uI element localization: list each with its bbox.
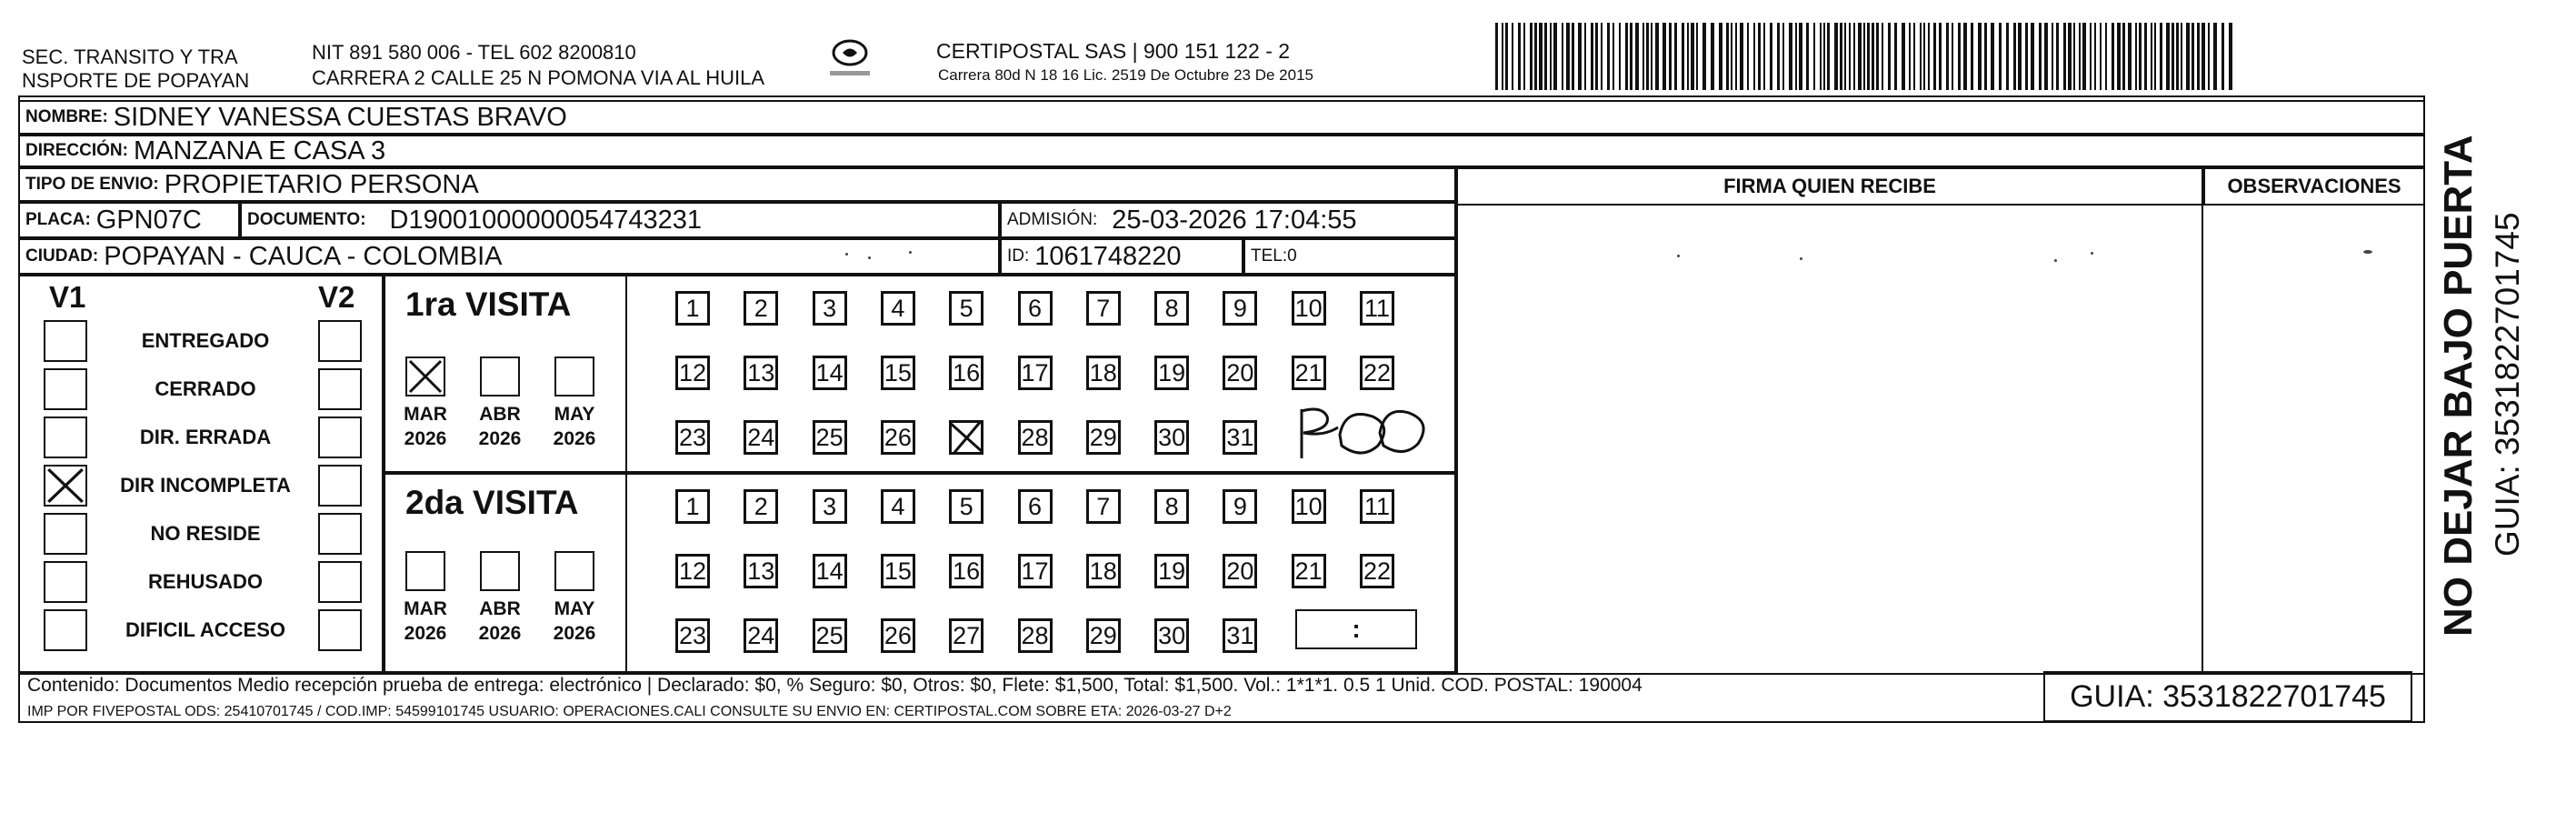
visit1-title: 1ra VISITA <box>405 286 572 323</box>
month-year: 2026 <box>553 623 596 644</box>
month-year: 2026 <box>404 428 447 449</box>
placa-label: PLACA: <box>25 210 91 229</box>
sender-address: CARRERA 2 CALLE 25 N POMONA VIA AL HUILA <box>312 66 765 89</box>
handwritten-scribble <box>1282 400 1436 464</box>
visit1-day-box[interactable]: 7 <box>1086 291 1121 326</box>
month-name: ABR <box>479 404 521 425</box>
side-guia-number: GUIA: 3531822701745 <box>2489 212 2526 557</box>
sender-name <box>22 45 249 93</box>
nombre-label: NOMBRE: <box>25 107 108 126</box>
visit1-day-box[interactable]: 25 <box>813 420 847 455</box>
visit1-day-box[interactable]: 24 <box>744 420 778 455</box>
visit1-month-checkbox[interactable] <box>480 356 520 396</box>
v2-label: V2 <box>318 280 355 314</box>
visit2-day-box[interactable]: 23 <box>675 618 710 653</box>
visit1-day-box[interactable]: 9 <box>1223 291 1257 326</box>
visit2-day-box[interactable]: 3 <box>813 489 847 524</box>
visit2-day-box[interactable]: 25 <box>813 618 847 653</box>
ciudad-cell <box>18 238 1000 275</box>
visit1-day-box[interactable]: 1 <box>675 291 710 326</box>
visit2-day-box[interactable]: 28 <box>1018 618 1053 653</box>
visit2-day-box[interactable]: 12 <box>675 554 710 588</box>
reason-label: DIR INCOMPLETA <box>120 474 291 497</box>
visit1-day-box[interactable]: 10 <box>1292 291 1326 326</box>
visit2-day-box[interactable]: 18 <box>1086 554 1121 588</box>
visit2-month-checkbox[interactable] <box>480 551 520 591</box>
month-year: 2026 <box>404 623 447 644</box>
month-name: MAR <box>404 404 447 425</box>
visit2-day-box[interactable]: 7 <box>1086 489 1121 524</box>
observaciones-header: OBSERVACIONES <box>2203 167 2425 206</box>
v1-reason-checkbox[interactable] <box>44 320 87 362</box>
observaciones-area[interactable] <box>2203 206 2425 673</box>
month-name: MAY <box>554 404 595 425</box>
month-year: 2026 <box>553 428 596 449</box>
reason-label: CERRADO <box>155 377 256 400</box>
visit1-day-box-checked[interactable] <box>949 420 983 455</box>
no-dejar-bajo-puerta-warning: NO DEJAR BAJO PUERTA <box>2436 135 2481 637</box>
visit1-month-label <box>394 402 457 451</box>
visit1-day-box[interactable]: 14 <box>813 356 847 390</box>
documento-cell <box>240 202 1000 238</box>
visit2-day-box[interactable]: 29 <box>1086 618 1121 653</box>
visit2-month-label <box>468 597 532 646</box>
visit2-day-box[interactable]: 20 <box>1223 554 1257 588</box>
sender-name-line1: SEC. TRANSITO Y TRA <box>22 45 238 68</box>
scan-speck <box>2363 250 2372 254</box>
scan-speck <box>2091 252 2093 255</box>
footer-line2: IMP POR FIVEPOSTAL ODS: 25410701745 / COD.IMP: 54599101745 USUARIO: OPERACIONES.CALI CONSULTE SU ENVIO EN: CERTIPOSTAL.COM SOBRE ETA: 2026-03-27 D+2 <box>27 704 1232 719</box>
v2-reason-checkbox[interactable] <box>318 465 362 507</box>
v1-label: V1 <box>49 280 86 314</box>
ciudad-label: CIUDAD: <box>25 246 99 266</box>
visit1-day-box[interactable]: 29 <box>1086 420 1121 455</box>
v1-reason-checkbox[interactable] <box>44 609 87 651</box>
visit1-day-box[interactable]: 11 <box>1360 291 1394 326</box>
id-cell <box>1000 238 1243 275</box>
placa-value: GPN07C <box>95 205 202 235</box>
reason-label: ENTREGADO <box>141 329 270 352</box>
visit2-title: 2da VISITA <box>405 484 579 521</box>
visit1-month-checkbox-checked[interactable] <box>405 356 445 396</box>
visit2-month-checkbox[interactable] <box>405 551 445 591</box>
certipostal-logo <box>823 35 877 89</box>
visit2-day-box[interactable]: 16 <box>949 554 983 588</box>
v2-reason-checkbox[interactable] <box>318 609 362 651</box>
tel-cell <box>1243 238 1456 275</box>
visit2-day-box[interactable]: 19 <box>1154 554 1189 588</box>
carrier-license: Carrera 80d N 18 16 Lic. 2519 De Octubre 23 De 2015 <box>938 66 1313 84</box>
tipo-label: TIPO DE ENVIO: <box>25 175 159 194</box>
visit2-month-label <box>543 597 606 646</box>
scan-speck <box>909 251 912 254</box>
footer-guia-box: GUIA: 3531822701745 <box>2043 671 2412 722</box>
month-year: 2026 <box>478 428 522 449</box>
visit2-day-box[interactable]: 1 <box>675 489 710 524</box>
month-name: MAR <box>404 598 447 619</box>
visit2-day-box[interactable]: 2 <box>744 489 778 524</box>
visit1-day-box[interactable]: 5 <box>949 291 983 326</box>
sender-name-line2: NSPORTE DE POPAYAN <box>22 69 250 92</box>
month-name: ABR <box>479 598 521 619</box>
nombre-row <box>18 100 2425 135</box>
tel-value: 0 <box>1287 246 1297 266</box>
tipo-row <box>18 167 1456 202</box>
v2-reason-checkbox[interactable] <box>318 513 362 555</box>
visit2-day-box[interactable]: 14 <box>813 554 847 588</box>
visit2-day-box[interactable]: 5 <box>949 489 983 524</box>
v2-reason-checkbox[interactable] <box>318 561 362 603</box>
visit1-month-label <box>543 402 606 451</box>
visit1-day-box[interactable]: 20 <box>1223 356 1257 390</box>
direccion-label: DIRECCIÓN: <box>25 141 128 160</box>
visit1-day-box[interactable]: 22 <box>1360 356 1394 390</box>
visit1-day-box[interactable]: 30 <box>1154 420 1189 455</box>
visit2-day-box[interactable]: 17 <box>1018 554 1053 588</box>
carrier-name: CERTIPOSTAL SAS | 900 151 122 - 2 <box>936 39 1291 63</box>
scan-speck <box>845 253 848 256</box>
scan-speck <box>1677 255 1680 257</box>
v1-reason-checkbox[interactable] <box>44 561 87 603</box>
visit2-day-box[interactable]: 13 <box>744 554 778 588</box>
firma-header: FIRMA QUIEN RECIBE <box>1456 167 2203 206</box>
visit1-day-box[interactable]: 31 <box>1223 420 1257 455</box>
sender-details <box>312 41 764 90</box>
tel-label: TEL: <box>1251 246 1288 266</box>
documento-value: D19001000000054743231 <box>389 205 703 235</box>
direccion-value: MANZANA E CASA 3 <box>133 135 386 166</box>
reason-label: DIR. ERRADA <box>139 426 272 448</box>
visit2-time-box[interactable]: : <box>1295 609 1417 649</box>
v2-reason-checkbox[interactable] <box>318 320 362 362</box>
documento-label: DOCUMENTO: <box>247 210 366 229</box>
visit1-day-box[interactable]: 21 <box>1292 356 1326 390</box>
v1-reason-checkbox[interactable] <box>44 417 87 458</box>
visit1-day-box[interactable]: 19 <box>1154 356 1189 390</box>
id-value: 1061748220 <box>1034 241 1182 271</box>
firma-area[interactable] <box>1456 206 2203 673</box>
footer-line1: Contenido: Documentos Medio recepción prueba de entrega: electrónico | Declarado: $0, % Seguro: $0, Otros: $0, Flete: $1,500, Total: $1,500. Vol.: 1*1*1. 0.5 1 Unid. COD. POSTAL: 190004 <box>27 675 1642 696</box>
visit1-day-box[interactable]: 15 <box>881 356 915 390</box>
visit2-day-box[interactable]: 22 <box>1360 554 1394 588</box>
visit1-day-box[interactable]: 28 <box>1018 420 1053 455</box>
visit1-day-box[interactable]: 18 <box>1086 356 1121 390</box>
visit1-day-box[interactable]: 12 <box>675 356 710 390</box>
visit2-day-box[interactable]: 6 <box>1018 489 1053 524</box>
visit2-day-box[interactable]: 10 <box>1292 489 1326 524</box>
visit2-day-box[interactable]: 27 <box>949 618 983 653</box>
v1-reason-checkbox[interactable] <box>44 368 87 410</box>
nombre-value: SIDNEY VANESSA CUESTAS BRAVO <box>113 102 567 132</box>
certipostal-logo-icon <box>823 35 877 89</box>
month-year: 2026 <box>478 623 522 644</box>
visit1-day-box[interactable]: 8 <box>1154 291 1189 326</box>
visit1-day-box[interactable]: 4 <box>881 291 915 326</box>
visit1-day-box[interactable]: 2 <box>744 291 778 326</box>
scan-speck <box>1800 257 1802 260</box>
v2-reason-checkbox[interactable] <box>318 417 362 458</box>
visit1-day-box[interactable]: 16 <box>949 356 983 390</box>
id-label: ID: <box>1007 246 1030 266</box>
admision-value: 25-03-2026 17:04:55 <box>1112 205 1357 235</box>
admision-label: ADMISIÓN: <box>1007 210 1098 229</box>
sender-nit-tel: NIT 891 580 006 - TEL 602 8200810 <box>312 41 636 64</box>
scan-speck <box>868 256 871 259</box>
v2-reason-checkbox[interactable] <box>318 368 362 410</box>
visit1-day-box[interactable]: 17 <box>1018 356 1053 390</box>
visit1-day-box[interactable]: 26 <box>881 420 915 455</box>
admision-cell <box>1000 202 1456 238</box>
visit1-month-label <box>468 402 532 451</box>
visit2-day-box[interactable]: 21 <box>1292 554 1326 588</box>
visit2-month-label <box>394 597 457 646</box>
barcode <box>1495 23 2236 90</box>
v1-reason-checkbox[interactable] <box>44 513 87 555</box>
visit1-day-box[interactable]: 23 <box>675 420 710 455</box>
visit2-day-box[interactable]: 31 <box>1223 618 1257 653</box>
reason-label: REHUSADO <box>148 570 263 593</box>
visit2-day-box[interactable]: 9 <box>1223 489 1257 524</box>
v1-reason-checkbox-checked[interactable] <box>44 465 87 507</box>
visit2-day-box[interactable]: 30 <box>1154 618 1189 653</box>
visit2-day-box[interactable]: 26 <box>881 618 915 653</box>
visit1-day-box[interactable]: 3 <box>813 291 847 326</box>
scan-speck <box>2054 259 2057 262</box>
visit2-month-checkbox[interactable] <box>554 551 594 591</box>
visit2-day-box[interactable]: 8 <box>1154 489 1189 524</box>
reason-label: NO RESIDE <box>150 522 261 545</box>
visit2-day-box[interactable]: 24 <box>744 618 778 653</box>
visit2-day-box[interactable]: 11 <box>1360 489 1394 524</box>
visit1-month-checkbox[interactable] <box>554 356 594 396</box>
visit2-day-box[interactable]: 15 <box>881 554 915 588</box>
visit1-day-box[interactable]: 6 <box>1018 291 1053 326</box>
placa-cell <box>18 202 240 238</box>
reason-label: DIFICIL ACCESO <box>125 618 285 641</box>
visit1-day-box[interactable]: 13 <box>744 356 778 390</box>
ciudad-value: POPAYAN - CAUCA - COLOMBIA <box>104 241 503 271</box>
tipo-value: PROPIETARIO PERSONA <box>164 169 479 199</box>
month-name: MAY <box>554 598 595 619</box>
barcode-graphic <box>1495 23 2236 90</box>
visit2-day-box[interactable]: 4 <box>881 489 915 524</box>
direccion-row <box>18 135 2425 167</box>
